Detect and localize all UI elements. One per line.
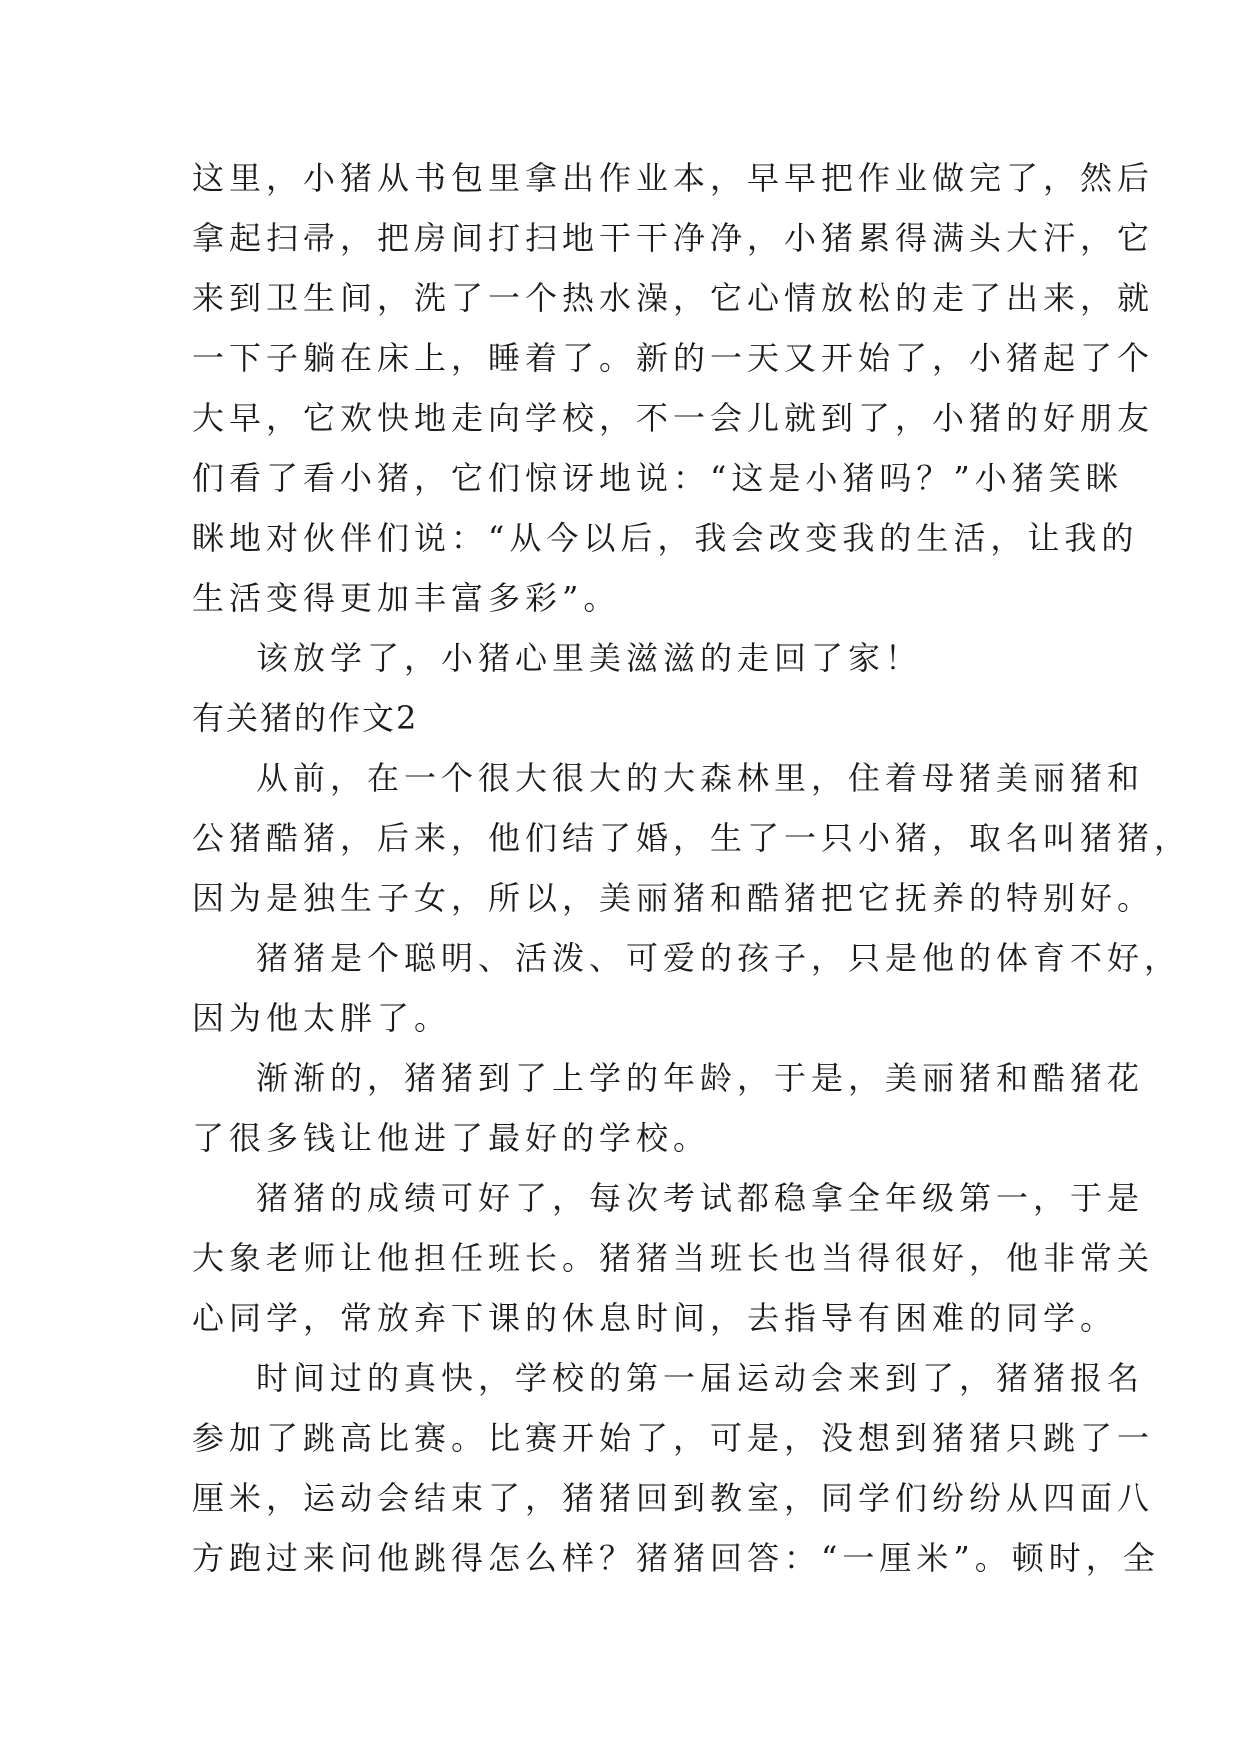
text-line: 了很多钱让他进了最好的学校。 [192,1119,711,1157]
text-line: 厘米，运动会结束了，猪猪回到教室，同学们纷纷从四面八 [192,1479,1155,1517]
text-line: 眯地对伙伴们说：“从今以后，我会改变我的生活，让我的 [192,519,1139,557]
text-line: 因为是独生子女，所以，美丽猪和酷猪把它抚养的特别好。 [192,879,1155,917]
paragraph-first-line: 该放学了，小猪心里美滋滋的走回了家！ [256,639,923,677]
text-line: 心同学，常放弃下课的休息时间，去指导有困难的同学。 [192,1299,1118,1337]
text-line: 大早，它欢快地走向学校，不一会儿就到了，小猪的好朋友 [192,399,1155,437]
text-line: 一下子躺在床上，睡着了。新的一天又开始了，小猪起了个 [192,339,1155,377]
paragraph-first-line: 时间过的真快，学校的第一届运动会来到了，猪猪报名 [256,1359,1145,1397]
paragraph-first-line: 猪猪的成绩可好了，每次考试都稳拿全年级第一，于是 [256,1179,1145,1217]
paragraph-first-line: 渐渐的，猪猪到了上学的年龄，于是，美丽猪和酷猪花 [256,1059,1145,1097]
paragraph-first-line: 从前，在一个很大很大的大森林里，住着母猪美丽猪和 [256,759,1145,797]
text-line: 拿起扫帚，把房间打扫地干干净净，小猪累得满头大汗，它 [192,219,1155,257]
text-line: 因为他太胖了。 [192,999,452,1037]
text-line: 大象老师让他担任班长。猪猪当班长也当得很好，他非常关 [192,1239,1155,1277]
section-heading: 有关猪的作文2 [192,699,419,737]
text-line: 生活变得更加丰富多彩”。 [192,579,621,617]
paragraph-first-line: 猪猪是个聪明、活泼、可爱的孩子，只是他的体育不好， [256,939,1182,977]
text-line: 参加了跳高比赛。比赛开始了，可是，没想到猪猪只跳了一 [192,1419,1155,1457]
text-line: 这里，小猪从书包里拿出作业本，早早把作业做完了，然后 [192,159,1155,197]
text-line: 公猪酷猪，后来，他们结了婚，生了一只小猪，取名叫猪猪， [192,819,1192,857]
text-line: 方跑过来问他跳得怎么样？猪猪回答：“一厘米”。顿时，全 [192,1539,1160,1577]
text-line: 们看了看小猪，它们惊讶地说：“这是小猪吗？”小猪笑眯 [192,459,1123,497]
text-line: 来到卫生间，洗了一个热水澡，它心情放松的走了出来，就 [192,279,1155,317]
